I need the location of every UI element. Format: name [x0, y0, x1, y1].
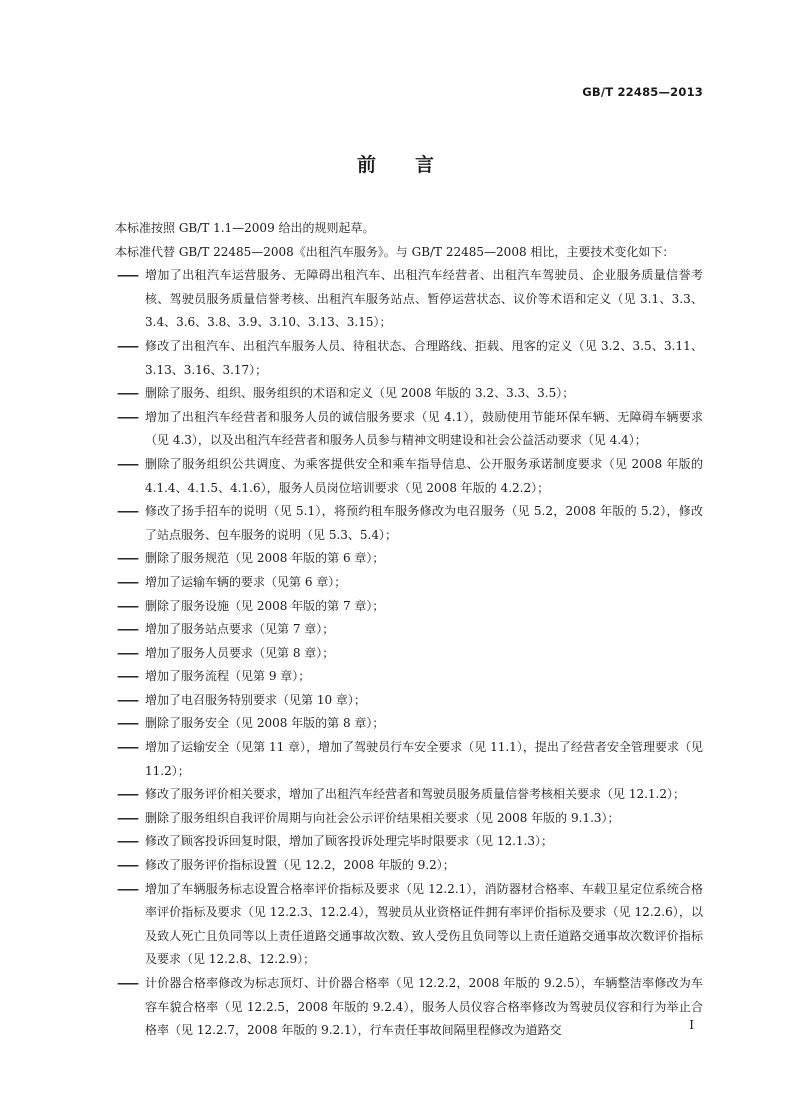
change-list-item-text: 修改了服务评价相关要求，增加了出租汽车经营者和驾驶员服务质量信誉考核相关要求（见 12.1.2）； [145, 787, 685, 802]
change-list-item-text: 修改了出租汽车、出租汽车服务人员、待租状态、合理路线、拒载、甩客的定义（见 3.2、3.5、3.11、3.13、3.16、3.17）； [145, 338, 703, 377]
change-list-item [91, 878, 703, 972]
change-list-item-text: 增加了服务人员要求（见第 8 章）； [145, 645, 335, 660]
change-list-item [91, 736, 703, 783]
change-list-item [91, 830, 703, 854]
change-list-item-text: 修改了扬手招车的说明（见 5.1），将预约租车服务修改为电召服务（见 5.2，2008 年版的 5.2），修改了站点服务、包车服务的说明（见 5.3、5.4）； [145, 504, 703, 542]
change-list-item [91, 335, 703, 382]
change-list-item-text: 修改了服务评价指标设置（见 12.2，2008 年版的 9.2）； [145, 858, 455, 873]
change-list-item [91, 264, 703, 335]
change-list-item-text: 增加了运输安全（见第 11 章），增加了驾驶员行车安全要求（见 11.1），提出了经营者安全管理要求（见 11.2）； [145, 740, 703, 778]
list-dash: —— [117, 598, 137, 613]
list-dash: —— [117, 386, 137, 401]
intro-paragraph-1: 本标准按照 GB/T 1.1—2009 给出的规则起草。 [115, 221, 375, 235]
change-list-item-text: 增加了服务流程（见第 9 章）； [145, 669, 311, 684]
change-list-item-text: 删除了服务设施（见 2008 年版的第 7 章）； [145, 598, 385, 613]
list-dash: —— [117, 881, 137, 896]
change-list-item [91, 689, 703, 713]
intro-paragraph-2: 本标准代替 GB/T 22485—2008《出租汽车服务》。与 GB/T 22485—2008 相比，主要技术变化如下： [115, 244, 675, 259]
list-dash: —— [117, 810, 137, 825]
list-dash: —— [117, 976, 137, 990]
page-number: I [689, 1018, 694, 1032]
list-dash: —— [117, 787, 137, 802]
change-list-item [91, 807, 703, 831]
change-list-item [91, 547, 703, 571]
title-char-2: 言 [415, 154, 436, 176]
foreword-body [91, 217, 703, 1043]
change-list-item-text: 删除了服务组织公共调度、为乘客提供安全和乘车指导信息、公开服务承诺制度要求（见 2008 年版的 4.1.4、4.1.5、4.1.6），服务人员岗位培训要求（见 2008 年版的 4.2.2）； [145, 456, 703, 495]
change-list-item-text: 增加了服务站点要求（见第 7 章）； [145, 622, 335, 637]
change-list-item [91, 783, 703, 807]
change-list-item [91, 618, 703, 642]
change-list-item [91, 406, 703, 453]
change-list-item-text: 计价器合格率修改为标志顶灯、计价器合格率（见 12.2.2，2008 年版的 9.2.5），车辆整洁率修改为车容车貌合格率（见 12.2.5，2008 年版的 9.2.4），服务人员仪容合格率修改为驾驶员仪容和行为举止合格率（见 12.2.7，2008 年版的 9.2.1），行车责任事故间隔里程修改为道路交 [145, 976, 703, 1038]
list-dash: —— [117, 645, 137, 660]
list-dash: —— [117, 409, 137, 424]
list-dash: —— [117, 716, 137, 731]
change-list-item-text: 删除了服务、组织、服务组织的术语和定义（见 2008 年版的 3.2、3.3、3.5）； [145, 386, 575, 401]
change-list-item [91, 972, 703, 1043]
change-list-item-text: 增加了车辆服务标志设置合格率评价指标及要求（见 12.2.1），消防器材合格率、车载卫星定位系统合格率评价指标及要求（见 12.2.3、12.2.4），驾驶员从业资格证件拥有率评价指标及要求（见 12.2.6），以及致人死亡且负同等以上责任道路交通事故次数、致人受伤且负同等以上责任道路交通事故次数评价指标及要求（见 12.2.8、12.2.9）； [145, 881, 703, 967]
list-dash: —— [117, 834, 137, 849]
change-list-item-text: 删除了服务组织自我评价周期与向社会公示评价结果相关要求（见 2008 年版的 9.1.3）； [145, 810, 620, 825]
change-list-item [91, 500, 703, 547]
change-list-item [91, 712, 703, 736]
list-dash: —— [117, 622, 137, 637]
change-list-item-text: 增加了出租汽车运营服务、无障碍出租汽车、出租汽车经营者、出租汽车驾驶员、企业服务质量信誉考核、驾驶员服务质量信誉考核、出租汽车服务站点、暂停运营状态、议价等术语和定义（见 3.1、3.3、3.4、3.6、3.8、3.9、3.10、3.13、3.15）； [145, 268, 703, 330]
change-list-item [91, 571, 703, 595]
list-dash: —— [117, 858, 137, 873]
change-list-item-text: 增加了出租汽车经营者和服务人员的诚信服务要求（见 4.1），鼓励使用节能环保车辆、无障碍车辆要求（见 4.3），以及出租汽车经营者和服务人员参与精神文明建设和社会公益活动要求（见 4.4）； [145, 409, 703, 448]
change-list-item-text: 增加了运输车辆的要求（见第 6 章）； [145, 574, 347, 589]
title-char-1: 前 [356, 154, 377, 176]
change-list-item [91, 595, 703, 619]
page-title [0, 150, 792, 177]
standard-code: GB/T 22485—2013 [582, 85, 703, 99]
list-dash: —— [117, 456, 137, 471]
change-list-item [91, 453, 703, 500]
list-dash: —— [117, 551, 137, 566]
list-dash: —— [117, 574, 137, 589]
list-dash: —— [117, 268, 137, 283]
change-list-item [91, 642, 703, 666]
change-list-item-text: 删除了服务安全（见 2008 年版的第 8 章）； [145, 716, 385, 731]
list-dash: —— [117, 669, 137, 684]
change-list-item [91, 854, 703, 878]
change-list-item [91, 382, 703, 406]
change-list-item-text: 增加了电召服务特别要求（见第 10 章）； [145, 692, 366, 707]
change-list [91, 264, 703, 1043]
list-dash: —— [117, 504, 137, 519]
change-list-item-text: 修改了顾客投诉回复时限，增加了顾客投诉处理完毕时限要求（见 12.1.3）； [145, 834, 553, 849]
list-dash: —— [117, 692, 137, 707]
change-list-item-text: 删除了服务规范（见 2008 年版的第 6 章）； [145, 551, 385, 566]
change-list-item [91, 665, 703, 689]
list-dash: —— [117, 740, 137, 755]
list-dash: —— [117, 338, 137, 353]
